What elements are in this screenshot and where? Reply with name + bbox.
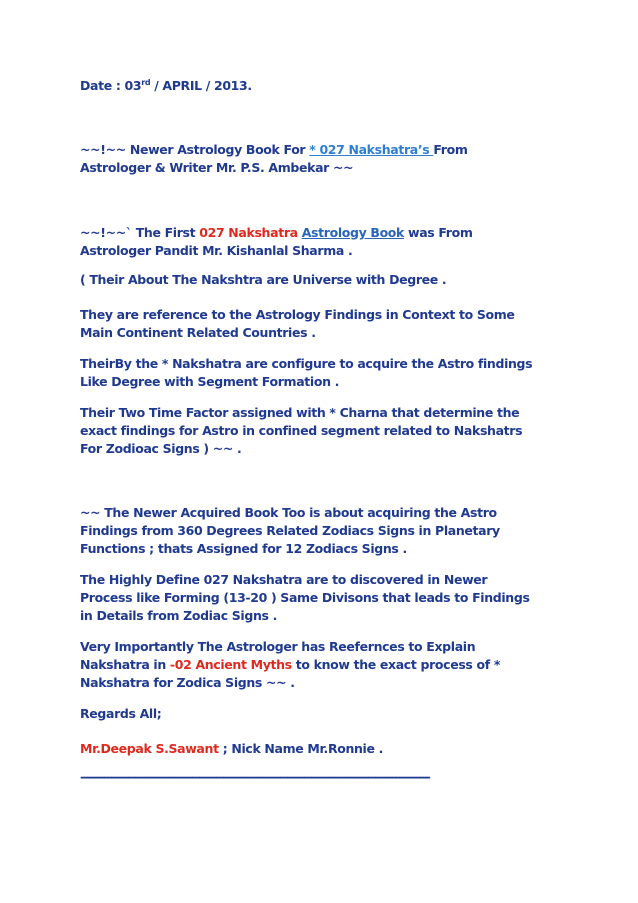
signature (80, 740, 570, 758)
first-book-highlight: 027 Nakshatra (199, 225, 298, 240)
para-reference-line-1: They are reference to the Astrology Findings in Context to Some (80, 307, 515, 322)
ancient-myths-highlight: -02 Ancient Myths (169, 657, 292, 672)
para-about: ( Their About The Nakshtra are Universe with Degree . (80, 272, 447, 287)
signature-name: Mr.Deepak S.Sawant (80, 741, 219, 756)
date-text: Date : 03 (80, 78, 142, 93)
regards: Regards All; (80, 706, 162, 721)
first-book-line-2: Astrologer Pandit Mr. Kishanlal Sharma . (80, 243, 353, 258)
para-time-line-1: Their Two Time Factor assigned with * Charna that determine the (80, 405, 520, 420)
para-configure-line-1: TheirBy the * Nakshatra are configure to acquire the Astro findings (80, 356, 533, 371)
intro-text-end: From (433, 142, 468, 157)
para-important-line-2 (80, 656, 570, 674)
para-important-line-3: Nakshatra for Zodica Signs ~~ . (80, 675, 295, 690)
signature-nickname: ; Nick Name Mr.Ronnie . (218, 741, 384, 756)
important-text: Nakshatra in (80, 657, 170, 672)
para-highly-line-1: The Highly Define 027 Nakshatra are to discovered in Newer (80, 572, 488, 587)
first-book-text-end: was From (404, 225, 473, 240)
intro-text: ~~!~~ Newer Astrology Book For (80, 142, 310, 157)
para-highly-line-3: in Details from Zodiac Signs . (80, 608, 277, 623)
intro-line-1 (80, 141, 570, 159)
important-text-end: to know the exact process of * (291, 657, 501, 672)
para-time-line-2: exact findings for Astro in confined segment related to Nakshatrs (80, 423, 523, 438)
para-time-line-3: For Zodioac Signs ) ~~ . (80, 441, 242, 456)
para-important-line-1: Very Importantly The Astrologer has Reefernces to Explain (80, 639, 476, 654)
para-newer-line-3: Functions ; thats Assigned for 12 Zodiacs Signs . (80, 541, 407, 556)
nakshatra-link[interactable]: * 027 Nakshatra’s (309, 142, 434, 157)
first-book-line-1 (80, 224, 570, 242)
para-newer-line-2: Findings from 360 Degrees Related Zodiacs Signs in Planetary (80, 523, 500, 538)
para-highly-line-2: Process like Forming (13-20 ) Same Divisons that leads to Findings (80, 590, 530, 605)
date-line (80, 77, 570, 95)
para-newer-line-1: ~~ The Newer Acquired Book Too is about acquiring the Astro (80, 505, 497, 520)
divider-line: ------------------------------------------------------------------------------------------------------- (80, 769, 429, 784)
para-configure-line-2: Like Degree with Segment Formation . (80, 374, 340, 389)
intro-line-2: Astrologer & Writer Mr. P.S. Ambekar ~~ (80, 160, 354, 175)
para-reference-line-2: Main Continent Related Countries . (80, 325, 316, 340)
first-book-text: ~~!~~` The First (80, 225, 200, 240)
date-ordinal: rd (141, 77, 151, 87)
date-month-year: / APRIL / 2013. (150, 78, 252, 93)
astrology-book-link[interactable]: Astrology Book (301, 225, 405, 240)
